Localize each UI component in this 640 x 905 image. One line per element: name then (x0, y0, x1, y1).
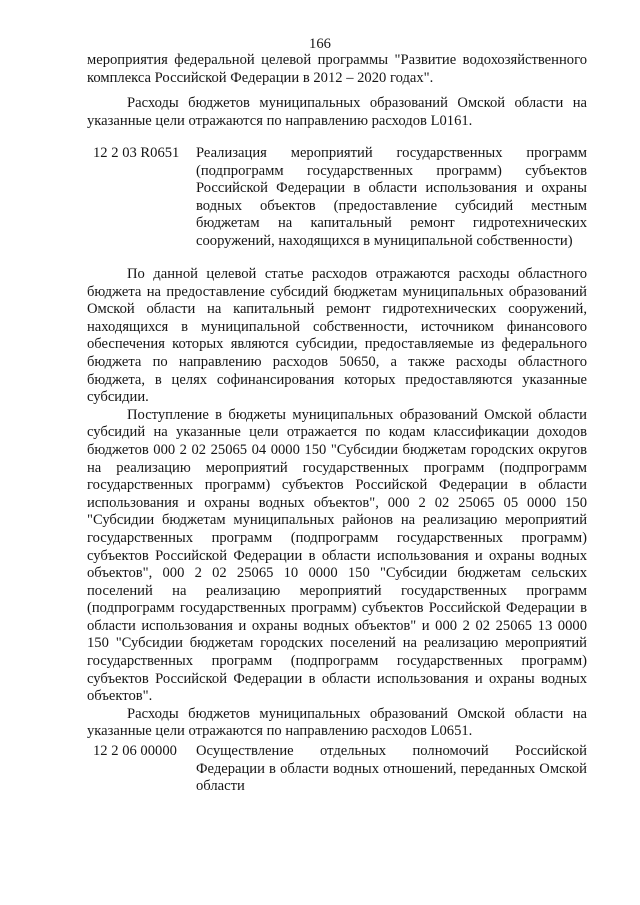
article-code: 12 2 03 R0651 (93, 145, 180, 161)
article-paragraph: Поступление в бюджеты муниципальных образований Омской области субсидий на указанные цели отражается по кодам классификации доходов бюджетов 000 2 02 25065 04 0000 150 "Субсидии бюджетам городских округов на реализацию мероприятий государственных программ (подпрограмм государственных программ) субъектов Российской Федерации в области использования и охраны водных объектов", 000 2 02 25065 05 0000 150 "Субсидии бюджетам муниципальных районов на реализацию мероприятий государственных программ (подпрограмм государственных программ) субъектов Российской Федерации в области использования и охраны водных объектов", 000 2 02 25065 10 0000 150 "Субсидии бюджетам сельских поселений на реализацию мероприятий государственных программ (подпрограмм государственных программ) субъектов Российской Федерации в области использования и охраны водных объектов" и 000 2 02 25065 13 0000 150 "Субсидии бюджетам городских поселений на реализацию мероприятий государственных программ (подпрограмм государственных программ) субъектов Российской Федерации в области использования и охраны водных объектов". (87, 406, 587, 705)
continuation-text: мероприятия федеральной целевой программы "Развитие водохозяйственного комплекса Российской Федерации в 2012 – 2020 годах". (87, 52, 587, 86)
article-title: Реализация мероприятий государственных программ (подпрограмм государственных программ) субъектов Российской Федерации в области использования и охраны водных объектов (предоставление субсидий местным бюджетам на капитальный ремонт гидротехнических сооружений, находящихся в муниципальной собственности) (196, 145, 587, 249)
article-code: 12 2 06 00000 (93, 743, 177, 759)
expense-note-paragraph (87, 95, 587, 130)
article-paragraph: По данной целевой статье расходов отражаются расходы областного бюджета на предоставление субсидий бюджетам муниципальных образований Омской области на капитальный ремонт гидротехнических сооружений, находящихся в муниципальной собственности, источником финансового обеспечения которых являются субсидии, предоставляемые из федерального бюджета по направлению расходов 50650, а также расходы областного бюджета, в целях софинансирования которых предоставляются указанные субсидии. (87, 266, 587, 406)
page-number: 166 (309, 36, 331, 52)
article-title: Осуществление отдельных полномочий Российской Федерации в области водных отношений, переданных Омской области (196, 743, 587, 795)
continuation-paragraph (87, 52, 587, 87)
expense-note-text: Расходы бюджетов муниципальных образований Омской области на указанные цели отражаются по направлению расходов L0161. (87, 95, 587, 129)
article-1-body (87, 266, 587, 741)
article-paragraph: Расходы бюджетов муниципальных образований Омской области на указанные цели отражаются по направлению расходов L0651. (87, 705, 587, 740)
